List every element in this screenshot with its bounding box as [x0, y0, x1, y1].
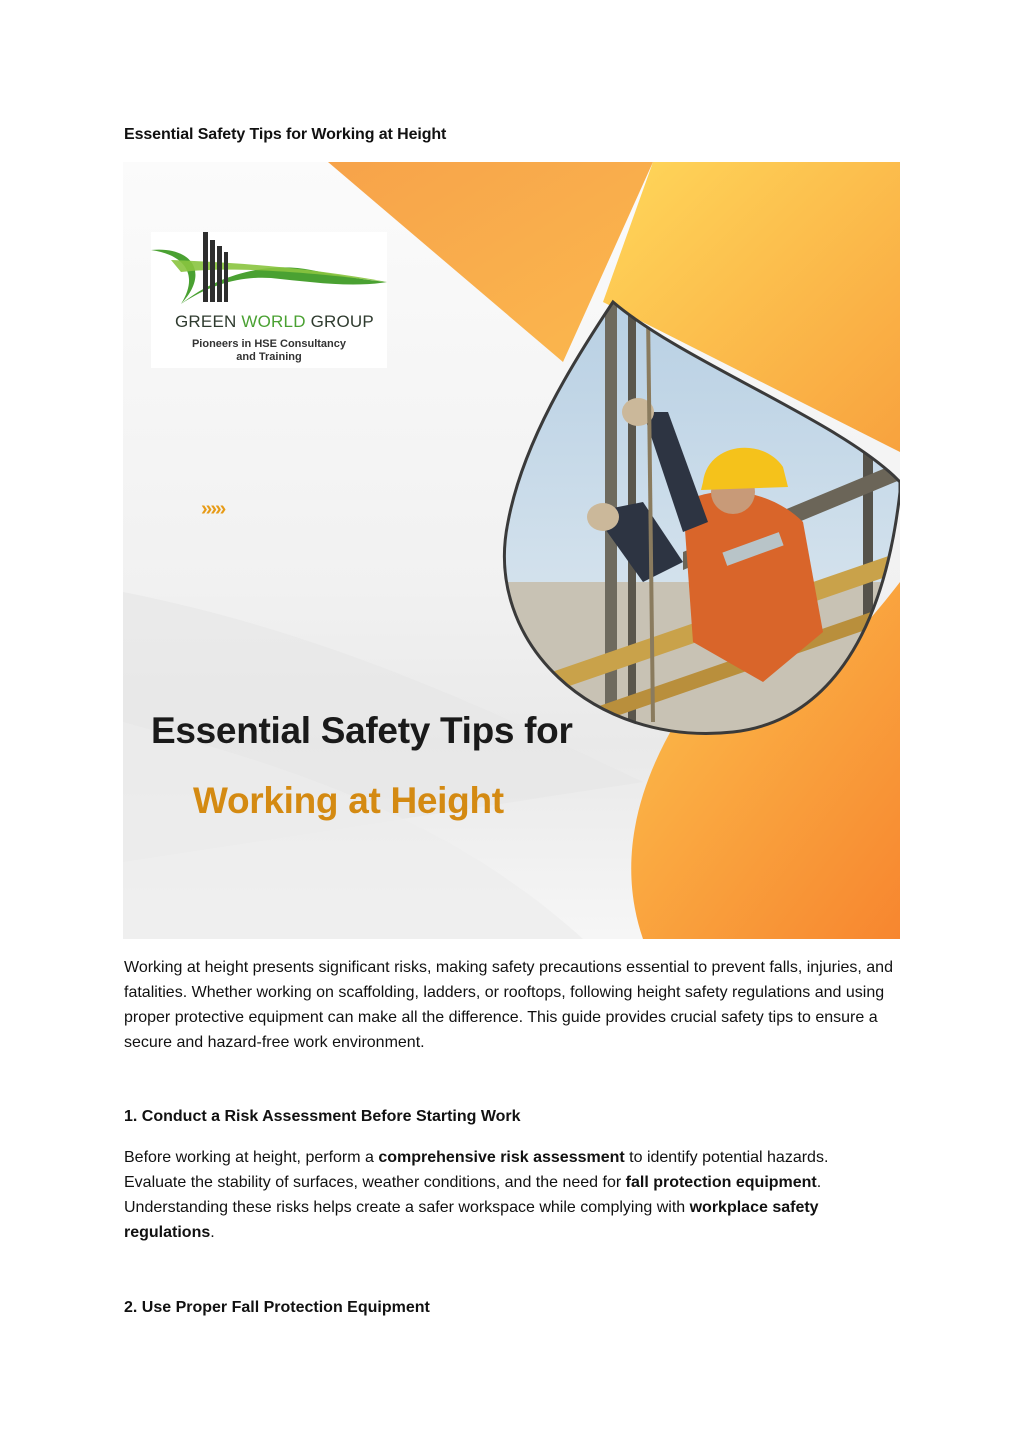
section-2-heading: 2. Use Proper Fall Protection Equipment: [124, 1299, 430, 1316]
banner-subheadline: Working at Height: [193, 780, 504, 821]
chevrons-icon: ›››››: [201, 498, 225, 520]
section-1-heading: 1. Conduct a Risk Assessment Before Starting Work: [124, 1108, 521, 1125]
banner-image: [123, 162, 900, 939]
banner-headline: Essential Safety Tips for: [151, 710, 573, 751]
section-1-paragraph: Before working at height, perform a comprehensive risk assessment to identify potential hazards. Evaluate the stability of surfaces, weather conditions, and the need for fall protection equipment. Understanding these risks helps create a safer workspace while complying with workplace safety regulations.: [124, 1149, 829, 1241]
intro-paragraph: Working at height presents significant risks, making safety precautions essential to prevent falls, injuries, and fatalities. Whether working on scaffolding, ladders, or rooftops, following height safety regulations and using proper protective equipment can make all the difference. This guide provides crucial safety tips to ensure a secure and hazard-free work environment.: [124, 959, 893, 1051]
document-title: Essential Safety Tips for Working at Height: [124, 126, 447, 143]
company-logo: [151, 232, 387, 368]
logo-emblem: [151, 232, 387, 312]
logo-tagline: Pioneers in HSE Consultancy and Training: [191, 338, 347, 363]
logo-name: GREEN WORLD GROUP: [175, 312, 374, 331]
